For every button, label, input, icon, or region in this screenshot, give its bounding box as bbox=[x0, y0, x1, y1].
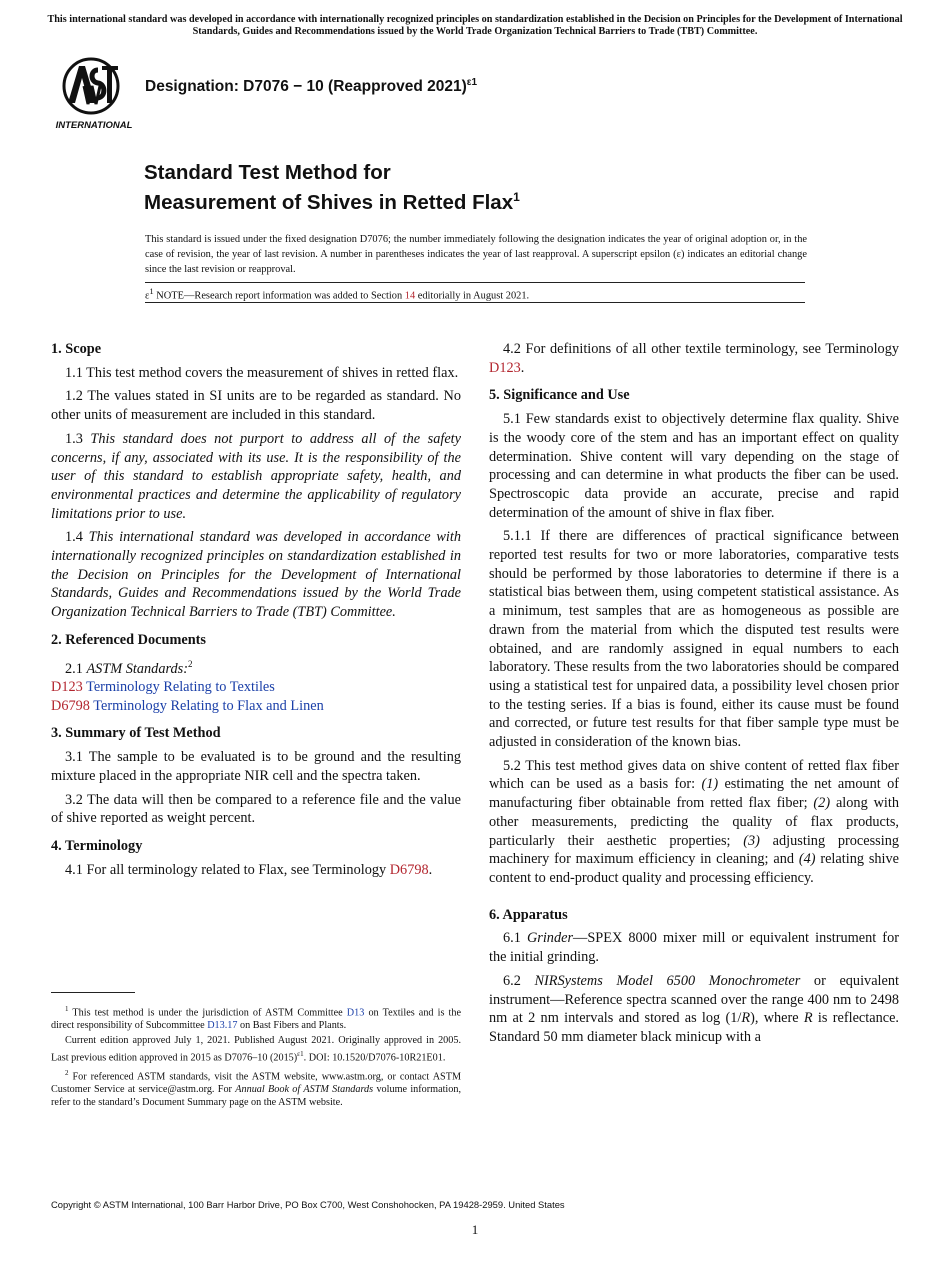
designation-text: Designation: D7076 − 10 (Reapproved 2021) bbox=[145, 78, 467, 96]
para-italic: NIRSystems Model 6500 Monochrometer bbox=[534, 972, 801, 989]
ref-title-link[interactable]: Terminology Relating to Textiles bbox=[82, 679, 275, 696]
paragraph: 3.2 The data will then be compared to a reference file and the value of shive reported as weight percent. bbox=[51, 791, 461, 827]
para-text: . bbox=[520, 359, 525, 376]
footnote-1 bbox=[51, 1003, 461, 1033]
footnote-divider bbox=[51, 992, 135, 993]
section-heading: 5. Significance and Use bbox=[489, 387, 630, 404]
var-r: R bbox=[803, 1010, 813, 1027]
title-footnote-ref: 1 bbox=[513, 190, 520, 204]
title-line-2-text: Measurement of Shives in Retted Flax bbox=[144, 190, 514, 214]
copyright: Copyright © ASTM International, 100 Barr Harbor Drive, PO Box C700, West Conshohocken, PA 19428-2959. United States bbox=[51, 1199, 565, 1210]
left-column bbox=[51, 340, 461, 884]
astm-logo bbox=[54, 56, 134, 130]
paragraph: 5.1.1 If there are differences of practical significance between reported test results for two or more laboratories, comparative tests should be performed by those laboratories to determine if there is a statistical bias between them, using competent statistical assistance. As a minimum, test samples that are as homogeneous as possible are drawn from the material from which the disputed test results were obtained, and are randomly assigned in equal numbers to each laboratory. These results from the two laboratories should be compared using a statistical test for unpaired data, a possibility level chosen prior to the testing series. If a bias is found, either its cause must be found and corrected, or future test results for that fiber sample type must be adjusted in consideration of the known bias. bbox=[489, 528, 899, 751]
para-text: . bbox=[428, 861, 433, 878]
para-italic: Grinder bbox=[526, 930, 574, 947]
note-sup: 1 bbox=[149, 286, 154, 296]
note-text: NOTE—Research report information was added to Section bbox=[153, 290, 405, 302]
fn-italic: Annual Book of ASTM Standards bbox=[235, 1084, 374, 1096]
para-text: relating shive content to end-product quality and processing efficiency. bbox=[489, 851, 899, 886]
ref-title-link[interactable]: Terminology Relating to Flax and Linen bbox=[89, 697, 324, 714]
para-text: 4.2 For definitions of all other textile terminology, see Terminology bbox=[503, 341, 899, 357]
fn-text: . DOI: 10.1520/D7076-10R21E01. bbox=[303, 1052, 446, 1064]
ref-code-link[interactable]: D6798 bbox=[51, 697, 90, 714]
para-text: estimating the net amount of manufacturing fiber obtainable from retted flax fiber; bbox=[489, 776, 899, 812]
section-14-link[interactable]: 14 bbox=[404, 290, 416, 302]
para-italic: This international standard was developed in accordance with internationally recognized principles on standardization established in the Decision on Principles for the Development of International Standards, Guides and Recommendations issued by the World Trade Organization Technical Barriers to Trade (TBT) Committee. bbox=[51, 529, 461, 621]
para-number: 1.3 bbox=[65, 430, 91, 447]
para-text: along with other measurements, predicting the quality of flax products, particularly their aesthetic properties; bbox=[489, 795, 899, 849]
para-text: is reflectance. Standard 50 mm diameter black minicup with a bbox=[489, 1010, 899, 1045]
fn-text: For referenced ASTM standards, visit the ASTM website, www.astm.org, or contact ASTM Customer Service at service@astm.org. For bbox=[51, 1071, 461, 1096]
paragraph: 1.2 The values stated in SI units are to be regarded as standard. No other units of measurement are included in this standard. bbox=[51, 388, 461, 424]
para-text: ), where bbox=[750, 1010, 804, 1027]
footnote-2 bbox=[51, 1067, 461, 1110]
footnote-ref: 2 bbox=[188, 658, 193, 669]
intro-paragraph: This standard is issued under the fixed designation D7076; the number immediately following the designation indicates the year of original adoption or, in the case of revision, the year of last revision. A number in parentheses indicates the year of last reapproval. A superscript epsilon (ε) indicates an editorial change since the last revision or reapproval. bbox=[145, 234, 807, 275]
item-num: (2) bbox=[813, 795, 831, 812]
ref-code-link[interactable]: D123 bbox=[51, 679, 83, 696]
section-heading: 6. Apparatus bbox=[489, 906, 568, 923]
footnote-1-edition bbox=[51, 1035, 461, 1065]
fn-text: on Textiles and is the direct responsibility of Subcommittee bbox=[51, 1007, 461, 1032]
paragraph: 5.1 Few standards exist to objectively determine flax quality. Shive is the woody core of the stem and has an important effect on quality determination. Shive content will vary depending on the stage of processing and can determine in what products the fiber can be used. Spectroscopic data provide an accurate, precise and rapid determination of the amount of shive in flax fiber. bbox=[489, 411, 899, 521]
paragraph: 3.1 The sample to be evaluated is to be ground and the resulting mixture placed in the appropriate NIR cell and the spectra taken. bbox=[51, 749, 461, 784]
divider bbox=[145, 282, 805, 283]
var-r: R bbox=[741, 1010, 751, 1027]
fn-text: volume information, refer to the standard’s Document Summary page on the ASTM website. bbox=[51, 1084, 461, 1108]
paragraph bbox=[51, 430, 461, 524]
paragraph bbox=[51, 528, 461, 622]
divider bbox=[145, 302, 805, 303]
paragraph bbox=[489, 929, 899, 966]
right-column bbox=[489, 340, 899, 1052]
item-num: (3) bbox=[743, 832, 760, 849]
fn-text: This test method is under the jurisdiction of ASTM Committee bbox=[68, 1007, 347, 1019]
document-title bbox=[144, 160, 520, 215]
fn-sup: ε1 bbox=[297, 1049, 304, 1058]
footnotes bbox=[51, 1003, 461, 1112]
paragraph bbox=[51, 655, 461, 678]
fn-text: on Bast Fibers and Plants. bbox=[237, 1020, 347, 1032]
note-text-end: editorially in August 2021. bbox=[415, 290, 530, 302]
editorial-note bbox=[145, 286, 529, 301]
paragraph bbox=[489, 757, 899, 888]
fn-num: 1 bbox=[65, 1005, 69, 1013]
para-number: 6.1 bbox=[503, 930, 527, 947]
paragraph bbox=[489, 972, 899, 1047]
para-number: 1.4 bbox=[65, 529, 89, 546]
d123-link[interactable]: D123 bbox=[489, 359, 521, 376]
para-text: 5.2 This test method gives data on shive content of retted flax fiber which can be used as a basis for: bbox=[489, 757, 899, 793]
astm-standards-label: ASTM Standards: bbox=[86, 660, 188, 677]
trade-notice: This international standard was developed in accordance with internationally recognized principles on standardization established in the Decision on Principles for the Development of International Standards, Guides and Recommendations issued by the World Trade Organization Technical Barriers to Trade (TBT) Committee. bbox=[47, 14, 903, 37]
designation bbox=[145, 77, 477, 96]
para-text: adjusting processing machinery for maximum efficiency in cleaning; and bbox=[489, 832, 899, 868]
paragraph bbox=[489, 340, 899, 377]
d6798-link[interactable]: D6798 bbox=[389, 861, 429, 878]
designation-sup: ε1 bbox=[466, 77, 478, 88]
page-number: 1 bbox=[471, 1222, 479, 1237]
para-number: 2.1 bbox=[65, 660, 87, 677]
paragraph: 1.1 This test method covers the measurement of shives in retted flax. bbox=[65, 364, 459, 381]
para-text: or equivalent instrument—Reference spectra scanned over the range 400 nm to 2498 nm at 2 nm intervals and stored as log (1/ bbox=[489, 972, 899, 1027]
title-line-1: Standard Test Method for bbox=[144, 161, 391, 184]
reference-item[interactable] bbox=[51, 678, 461, 697]
section-heading: 4. Terminology bbox=[51, 837, 143, 854]
para-italic: This standard does not purport to address all of the safety concerns, if any, associated with its use. It is the responsibility of the user of this standard to establish appropriate safety, health, and environmental practices and determine the applicability of regulatory limitations prior to use. bbox=[51, 430, 461, 522]
paragraph bbox=[51, 861, 461, 880]
para-number: 6.2 bbox=[503, 972, 535, 989]
d13-link[interactable]: D13 bbox=[346, 1007, 365, 1019]
logo-text: INTERNATIONAL bbox=[55, 120, 133, 130]
fn-num: 2 bbox=[65, 1068, 69, 1077]
d13-17-link[interactable]: D13.17 bbox=[207, 1020, 238, 1032]
reference-item[interactable] bbox=[51, 697, 461, 716]
section-heading: 1. Scope bbox=[51, 341, 102, 357]
section-heading: 2. Referenced Documents bbox=[51, 631, 206, 648]
section-heading: 3. Summary of Test Method bbox=[51, 725, 221, 742]
item-num: (1) bbox=[701, 776, 719, 793]
item-num: (4) bbox=[798, 851, 816, 868]
para-text: —SPEX 8000 mixer mill or equivalent instrument for the initial grinding. bbox=[489, 930, 899, 966]
title-line-2 bbox=[144, 185, 520, 215]
para-text: 4.1 For all terminology related to Flax, see Terminology bbox=[65, 861, 390, 878]
note-epsilon: ε bbox=[145, 290, 150, 302]
fn-text: Current edition approved July 1, 2021. Published August 2021. Originally approved in 2005. Last previous edition approved in 2015 as D7076–10 (2015) bbox=[51, 1034, 461, 1064]
